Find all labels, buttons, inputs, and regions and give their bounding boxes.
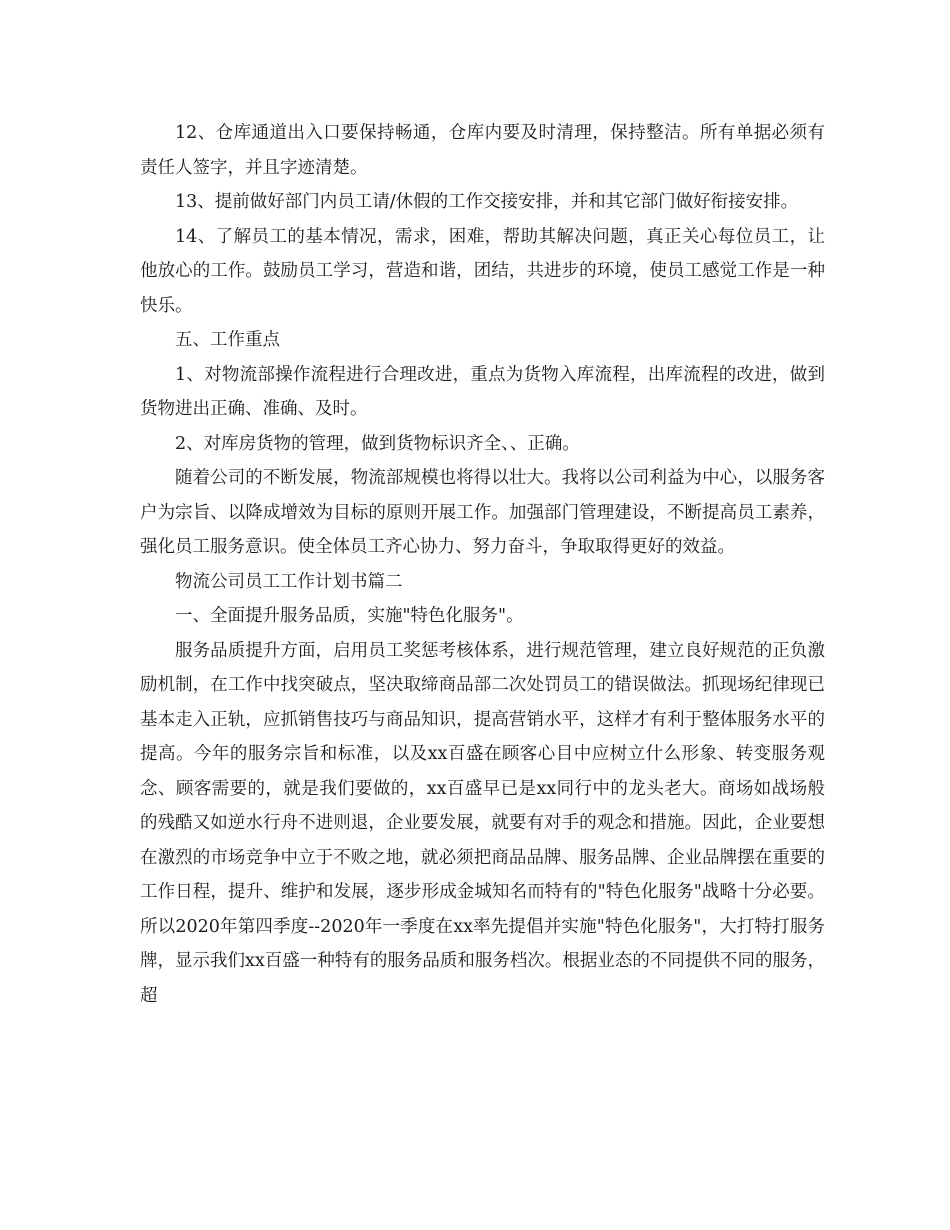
article-title-part-two: 物流公司员工工作计划书篇二 <box>175 571 403 592</box>
paragraph-focus-1: 1、对物流部操作流程进行合理改进，重点为货物入库流程，出库流程的改进，做到货物进出正确、准确、及时。 <box>140 364 825 419</box>
paragraph-service-quality: 服务品质提升方面，启用员工奖惩考核体系，进行规范管理，建立良好规范的正负激励机制，在工作中找突破点，坚决取缔商品部二次处罚员工的错误做法。抓现场纪律现已基本走入正轨，应抓销售技巧与商品知识，提高营销水平，这样才有利于整体服务水平的提高。今年的服务宗旨和标准，以及xx百盛在顾客心目中应树立什么形象、转变服务观念、顾客需要的，就是我们要做的，xx百盛早已是xx同行中的龙头老大。商场如战场般的残酷又如逆水行舟不进则退，企业要发展，就要有对手的观念和措施。因此，企业要想在激烈的市场竞争中立于不败之地，就必须把商品品牌、服务品牌、企业品牌摆在重要的工作日程，提升、维护和发展，逐步形成金城知名而特有的"特色化服务"战略十分必要。所以2020年第四季度--2020年一季度在xx率先提倡并实施"特色化服务"，大打特打服务牌，显示我们xx百盛一种特有的服务品质和服务档次。根据业态的不同提供不同的服务，超 <box>140 640 825 1006</box>
paragraph-focus-2: 2、对库房货物的管理，做到货物标识齐全、、正确。 <box>175 433 580 454</box>
paragraph-item-12: 12、仓库通道出入口要保持畅通，仓库内要及时清理，保持整洁。所有单据必须有责任人签字，并且字迹清楚。 <box>140 123 825 178</box>
paragraph-conclusion: 随着公司的不断发展，物流部规模也将得以壮大。我将以公司利益为中心，以服务客户为宗旨、以降成增效为目标的原则开展工作。加强部门管理建设，不断提高员工素养，强化员工服务意识。使全体员工齐心协力、努力奋斗，争取取得更好的效益。 <box>140 468 825 557</box>
section-heading-work-focus: 五、工作重点 <box>175 330 280 350</box>
document-body <box>140 116 825 1013</box>
paragraph-item-13: 13、提前做好部门内员工请/休假的工作交接安排，并和其它部门做好衔接安排。 <box>175 192 799 212</box>
section-heading-service-quality: 一、全面提升服务品质，实施"特色化服务"。 <box>175 606 524 626</box>
paragraph-item-14: 14、了解员工的基本情况，需求，困难，帮助其解决问题，真正关心每位员工，让他放心的工作。鼓励员工学习，营造和谐，团结，共进步的环境，使员工感觉工作是一种快乐。 <box>140 226 825 316</box>
